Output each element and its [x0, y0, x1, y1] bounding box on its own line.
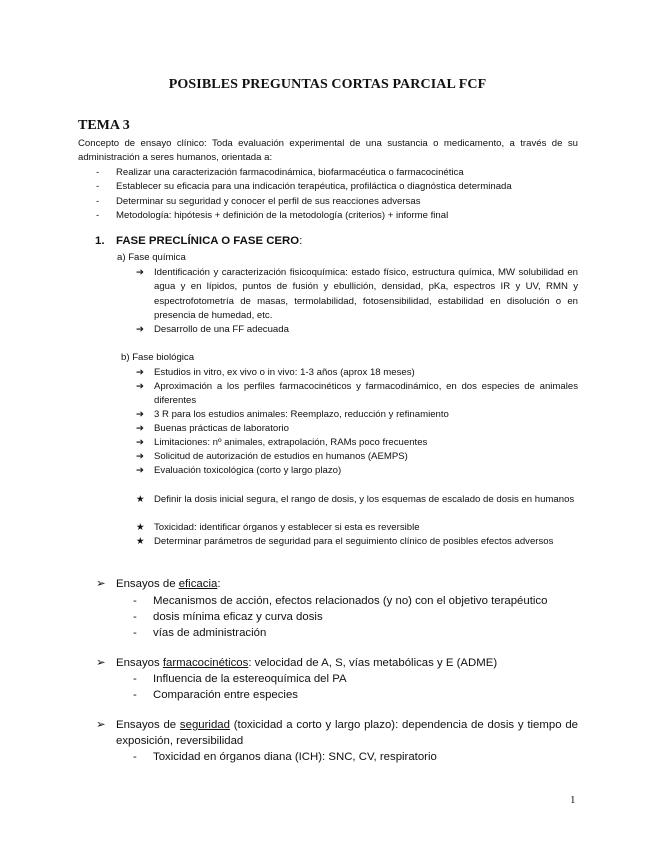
dash-bullet: - [96, 181, 100, 193]
arrow-item: ➔ Solicitud de autorización de estudios en humanos (AEMPS) [136, 450, 578, 464]
page-number: 1 [570, 794, 576, 806]
arrow-icon: ➔ [136, 409, 145, 420]
arrow-icon: ➔ [136, 451, 145, 462]
subsection-label-a: a) Fase química [117, 252, 186, 263]
arrow-icon: ➔ [136, 324, 145, 335]
dash-bullet: - [96, 195, 100, 207]
arrow-icon: ➔ [136, 437, 145, 448]
dash-bullet: - [133, 611, 137, 623]
trial-seguridad: ➢ Ensayos de seguridad (toxicidad a corto y largo plazo): dependencia de dosis y tiempo de exposición, reversibilidad [96, 719, 578, 747]
star-item: ★ Toxicidad: identificar órganos y establecer si esta es reversible [136, 521, 578, 535]
dash-bullet: - [96, 167, 100, 178]
star-item: ★ Definir la dosis inicial segura, el rango de dosis, y los esquemas de escalado de dosis en humanos [136, 493, 578, 507]
arrow-icon: ➔ [136, 423, 145, 434]
subsection-label-b: b) Fase biológica [121, 352, 195, 363]
dash-bullet: - [133, 595, 137, 607]
star-icon: ★ [136, 536, 145, 547]
list-item: - vías de administración [133, 627, 267, 639]
arrow-icon: ➔ [136, 465, 145, 476]
dash-bullet: - [133, 627, 137, 639]
arrow-item: ➔ Desarrollo de una FF adecuada [136, 323, 578, 337]
section-title: TEMA 3 [78, 118, 130, 133]
trial-farmacocineticos: ➢ Ensayos farmacocinéticos: velocidad de A, S, vías metabólicas y E (ADME) [96, 657, 498, 669]
arrow-item: ➔ Identificación y caracterización fisicoquímica: estado físico, estructura química, MW solubilidad en agua y en lípidos, puntos de fusión y ebullición, densidad, pKa, espectros IR y UV, RMN y espectrofotometría de masas, termolabilidad, fotosensibilidad, estabilidad en disolución o en presencia de humedad, etc. [136, 267, 578, 321]
star-icon: ★ [136, 494, 145, 505]
arrow-icon: ➔ [136, 267, 145, 278]
document-title: POSIBLES PREGUNTAS CORTAS PARCIAL FCF [168, 77, 487, 92]
dash-bullet: - [133, 689, 137, 701]
star-item: ★ Determinar parámetros de seguridad para el seguimiento clínico de posibles efectos adversos [136, 535, 578, 549]
star-icon: ★ [136, 522, 145, 533]
list-item: - Toxicidad en órganos diana (ICH): SNC, CV, respiratorio [133, 751, 437, 763]
list-item: - Comparación entre especies [133, 689, 298, 701]
phase-number: 1. [95, 235, 105, 247]
arrow-item: ➔ 3 R para los estudios animales: Reemplazo, reducción y refinamiento [136, 408, 578, 422]
arrow-item: ➔ Aproximación a los perfiles farmacocinéticos y farmacodinámico, en dos especies de animales diferentes [136, 381, 578, 407]
document-page: POSIBLES PREGUNTAS CORTAS PARCIAL FCF TEMA 3 Concepto de ensayo clínico: Toda evaluación experimental de una sustancia o medicamento, a través de su administración a seres humanos, orientada a: - Realizar una caracterización farmacodinámica, biofarmacéutica o farmacocinética - Establecer su eficacia para una indicación terapéutica, profiláctica o diagnóstica determinada - Determinar su seguridad y conocer el perfil de sus reacciones adversas - Metodología: hipótesis + definición de la metodología (criterios) + informe final 1. FASE PRECLÍNICA O FASE CERO: a) Fase química ➔ Identificación y caracterización fisicoquímica: estado físico, estructura química, MW solubilidad en agua y en lípidos, puntos de fusión y ebullición, densidad, pKa, espectros IR y UV, RMN y espectrofotometría de masas, termolabilidad, fotosensibilidad, estabilidad en disolución o en presencia de humedad, etc. ➔ Desarrollo de una FF adecuada b) Fase biológica ➔ Estudios in vitro, ex vivo o in vivo: 1-3 años (aprox 18 meses) ➔ Aproximación a los perfiles farmacocinéticos y farmacodinámico, en dos especies de animales diferentes ➔ 3 R para los estudios animales: Reemplazo, reducción y refinamiento ➔ Buenas prácticas de laboratorio ➔ Limitaciones: nº animales, extrapolación, RAMs poco frecuentes ➔ Solicitud de autorización de estudios en humanos (AEMPS) ➔ Evaluación toxicológica (corto y largo plazo) ★ Definir la dosis inicial segura, el rango de dosis, y los esquemas de escalado de dosis en humanos ★ Toxicidad: identificar órganos y establecer si esta es reversible ★ Determinar parámetros de seguridad para el seguimiento clínico de posibles efectos adversos ➢ Ensayos de eficacia: - Mecanismos de acción, efectos relacionados (y no) con el objetivo terapéutico - dosis mínima eficaz y curva dosis - vías de administración ➢ Ensayos farmacocinéticos: velocidad de A, S, vías metabólicas y E (ADME) - Influencia de la estereoquímica del PA - Comparación entre especies ➢ Ensayos de seguridad (toxicidad a corto y largo plazo): dependencia de dosis y tiempo de exposición, reversibilidad - Toxicidad en órganos diana (ICH): SNC, CV, respiratorio 1 [0, 0, 655, 848]
trial-eficacia: ➢ Ensayos de eficacia: [96, 578, 221, 590]
arrow-item: ➔ Evaluación toxicológica (corto y largo plazo) [136, 464, 578, 478]
arrow-item: ➔ Limitaciones: nº animales, extrapolación, RAMs poco frecuentes [136, 436, 578, 450]
phase-heading: FASE PRECLÍNICA O FASE CERO: [116, 235, 303, 247]
chevron-right-icon: ➢ [96, 657, 106, 669]
chevron-right-icon: ➢ [96, 578, 106, 590]
dash-bullet: - [133, 751, 137, 763]
arrow-icon: ➔ [136, 367, 145, 378]
list-item: - Mecanismos de acción, efectos relacionados (y no) con el objetivo terapéutico [133, 595, 548, 607]
arrow-icon: ➔ [136, 381, 145, 392]
dash-bullet: - [96, 209, 100, 221]
arrow-item: ➔ Estudios in vitro, ex vivo o in vivo: 1-3 años (aprox 18 meses) [136, 366, 578, 380]
list-item: - dosis mínima eficaz y curva dosis [133, 611, 323, 623]
list-item: - Influencia de la estereoquímica del PA [133, 673, 347, 685]
dash-bullet: - [133, 673, 137, 685]
intro-paragraph: Concepto de ensayo clínico: Toda evaluación experimental de una sustancia o medicamento, a través de su administración a seres humanos, orientada a: [78, 138, 578, 164]
arrow-item: ➔ Buenas prácticas de laboratorio [136, 422, 578, 436]
chevron-right-icon: ➢ [96, 719, 106, 731]
